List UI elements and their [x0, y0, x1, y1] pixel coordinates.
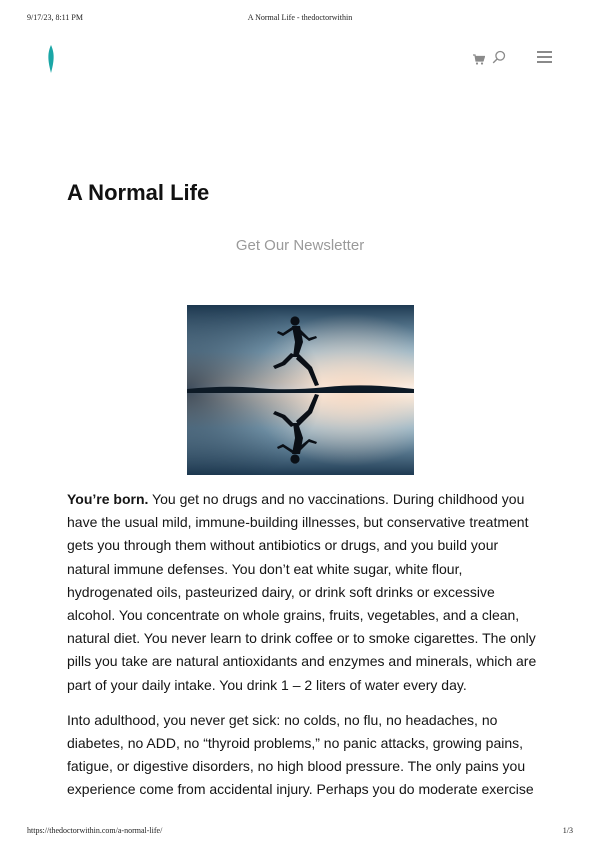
- menu-bar: [537, 56, 552, 58]
- hero-image: [187, 305, 414, 475]
- search-button[interactable]: [492, 50, 506, 64]
- print-date: 9/17/23, 8:11 PM: [27, 13, 83, 22]
- menu-bar: [537, 61, 552, 63]
- article-paragraph: [67, 488, 537, 697]
- site-logo[interactable]: [44, 44, 58, 74]
- teal-flame-icon: [44, 44, 58, 74]
- hamburger-menu-icon[interactable]: [537, 51, 552, 63]
- shopping-cart-icon: [473, 54, 485, 65]
- print-page-title: A Normal Life - thedoctorwithin: [247, 13, 353, 22]
- print-footer: [0, 826, 600, 838]
- print-page-number: 1/3: [562, 826, 573, 835]
- page-title: A Normal Life: [67, 180, 210, 205]
- newsletter-link[interactable]: Get Our Newsletter: [235, 237, 365, 254]
- search-icon: [492, 50, 506, 64]
- print-header: [0, 13, 600, 25]
- menu-bar: [537, 51, 552, 53]
- paragraph-text: You get no drugs and no vaccinations. During childhood you have the usual mild, immune-building illnesses, but conservative treatment gets you through them without antibiotics or drugs, and you build your natural immune defenses. You don’t eat white sugar, white flour, hydrogenated oils, pasteurized dairy, or drink soft drinks or excessive alcohol. You concentrate on whole grains, fruits, vegetables, and a clean, natural diet. You never learn to drink coffee or to smoke cigarettes. The only pills you take are natural antioxidants and enzymes and minerals, which are part of your daily intake. You drink 1 – 2 liters of water every day.: [67, 491, 537, 693]
- runner-reflection-image: [187, 305, 414, 475]
- cart-button[interactable]: [473, 52, 485, 63]
- article-paragraph: Into adulthood, you never get sick: no colds, no flu, no headaches, no diabetes, no ADD, no “thyroid problems,” no panic attacks, growing pains, fatigue, or digestive disorders, no high blood pressure. The only pains you experience come from accidental injury. Perhaps you do moderate exercise: [67, 711, 534, 798]
- article-body: [67, 488, 537, 814]
- print-url: https://thedoctorwithin.com/a-normal-life/: [27, 826, 163, 835]
- paragraph-lead: You’re born.: [67, 491, 149, 507]
